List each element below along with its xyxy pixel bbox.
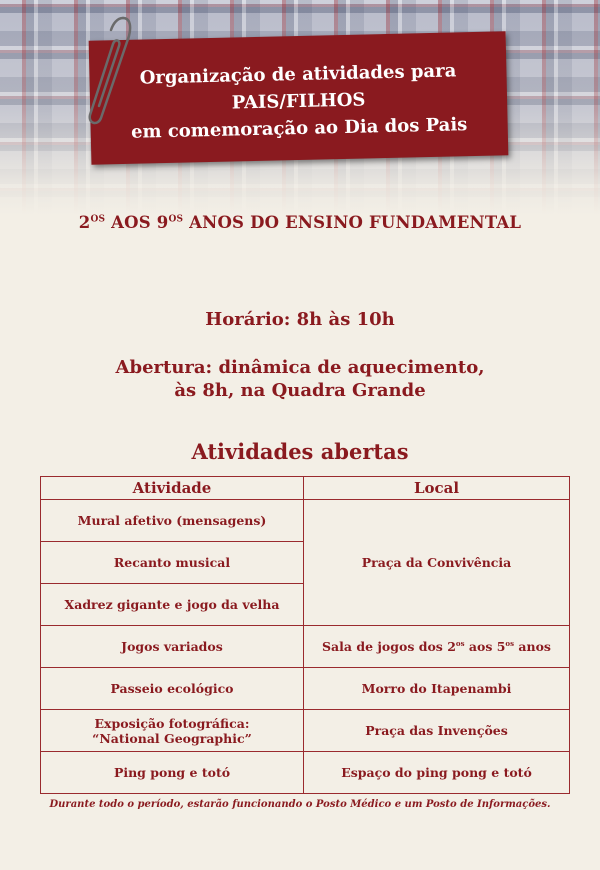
column-header-activity: Atividade [41, 477, 304, 500]
opening-info [0, 356, 600, 402]
opening-line-2: às 8h, na Quadra Grande [174, 380, 426, 401]
activities-title: Atividades abertas [191, 439, 409, 464]
activity-cell: Xadrez gigante e jogo da velha [41, 584, 304, 626]
local-sup: os [505, 638, 515, 648]
table-row [41, 752, 570, 794]
table-row [41, 710, 570, 752]
activity-line: “National Geographic” [92, 730, 252, 746]
table-row [41, 668, 570, 710]
banner-line-2: PAIS/FILHOS [231, 89, 366, 114]
footnote: Durante todo o período, estarão funcionando o Posto Médico e um Posto de Informações. [49, 799, 551, 810]
table-row [41, 500, 570, 542]
banner-line-1: Organização de atividades para [139, 60, 457, 89]
title-banner [89, 31, 509, 164]
activity-cell: Ping pong e totó [41, 752, 304, 794]
grade-start: 2 [78, 213, 91, 232]
grade-range-heading [0, 213, 600, 232]
grade-mid: AOS 9 [105, 213, 169, 232]
paperclip-icon [83, 14, 135, 129]
activities-table [40, 476, 570, 794]
table-header-row [41, 477, 570, 500]
local-sup: os [455, 638, 465, 648]
activity-cell: Mural afetivo (mensagens) [41, 500, 304, 542]
activity-cell: Recanto musical [41, 542, 304, 584]
column-header-local: Local [304, 477, 570, 500]
local-cell: Morro do Itapenambi [304, 668, 570, 710]
local-text: Sala de jogos dos 2 [322, 639, 456, 655]
activity-line: Exposição fotográfica: [94, 715, 250, 731]
local-text: aos 5 [464, 639, 506, 655]
table-row [41, 626, 570, 668]
grade-rest: ANOS DO ENSINO FUNDAMENTAL [183, 213, 522, 232]
activity-cell: Passeio ecológico [41, 668, 304, 710]
banner-line-3: em comemoração ao Dia dos Pais [130, 114, 468, 143]
local-cell: Praça das Invenções [304, 710, 570, 752]
local-cell: Praça da Convivência [304, 500, 570, 626]
grade-start-suffix: OS [90, 214, 106, 225]
activity-cell [41, 710, 304, 752]
opening-line-1: Abertura: dinâmica de aquecimento, [115, 357, 485, 378]
local-cell: Espaço do ping pong e totó [304, 752, 570, 794]
local-cell [304, 626, 570, 668]
local-text: anos [514, 639, 551, 655]
activity-cell: Jogos variados [41, 626, 304, 668]
schedule-time: Horário: 8h às 10h [205, 309, 395, 330]
grade-end-suffix: OS [168, 214, 184, 225]
